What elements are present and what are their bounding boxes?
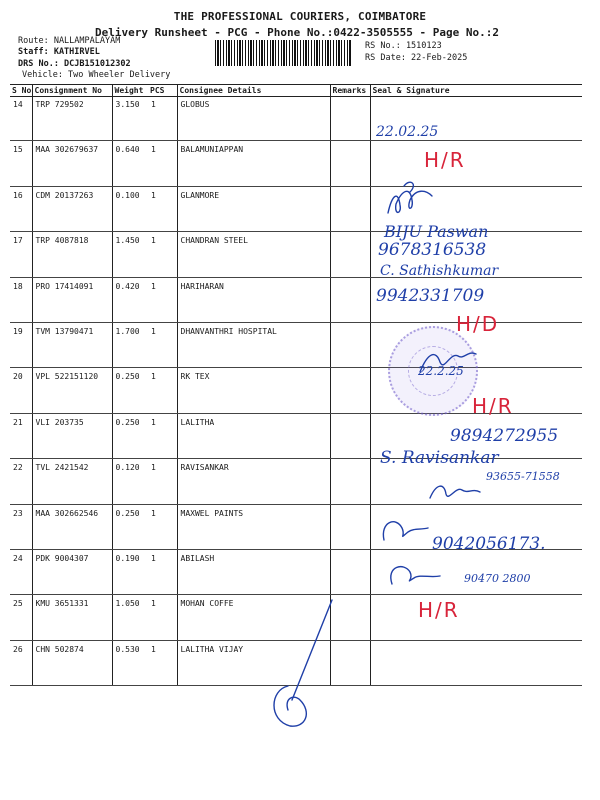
signature-scribble-row16 <box>388 191 432 213</box>
staff-label: Staff: KATHIRVEL <box>18 47 100 57</box>
consignee-name: RAVISANKAR <box>177 459 330 504</box>
weight: 0.250 <box>112 368 148 413</box>
column-header: Consignment No <box>32 85 112 97</box>
consignment-number: PDK 9004307 <box>32 549 112 594</box>
consignment-number: VPL 522151120 <box>32 368 112 413</box>
rs-number: RS No.: 1510123 <box>365 41 442 51</box>
consignee-name: LALITHA <box>177 413 330 458</box>
weight: 3.150 <box>112 97 148 141</box>
consignment-number: TVL 2421542 <box>32 459 112 504</box>
pieces: 1 <box>148 322 177 367</box>
column-header: Seal & Signature <box>370 85 582 97</box>
column-header: Weight <box>112 85 148 97</box>
pieces: 1 <box>148 277 177 322</box>
pieces: 1 <box>148 549 177 594</box>
consignment-number: MAA 302679637 <box>32 141 112 186</box>
pieces: 1 <box>148 232 177 277</box>
weight: 0.530 <box>112 640 148 685</box>
handwritten-hr-row15: H/R <box>424 148 466 172</box>
consignee-name: CHANDRAN STEEL <box>177 232 330 277</box>
consignment-number: MAA 302662546 <box>32 504 112 549</box>
signature-scribble-row16-loop <box>404 182 413 192</box>
consignment-number: PRO 17414091 <box>32 277 112 322</box>
weight: 0.250 <box>112 504 148 549</box>
consignment-number: CDM 20137263 <box>32 186 112 231</box>
weight: 0.640 <box>112 141 148 186</box>
pieces: 1 <box>148 368 177 413</box>
signature-scribble-row24 <box>383 522 428 540</box>
consignee-name: GLANMORE <box>177 186 330 231</box>
weight: 0.120 <box>112 459 148 504</box>
serial-number: 19 <box>10 322 32 367</box>
weight: 0.190 <box>112 549 148 594</box>
serial-number: 20 <box>10 368 32 413</box>
signature-scribble-row23 <box>430 486 480 498</box>
handwritten-phone-row25: 90470 2800 <box>464 572 531 585</box>
pieces: 1 <box>148 413 177 458</box>
pieces: 1 <box>148 595 177 640</box>
consignee-name: LALITHA VIJAY <box>177 640 330 685</box>
consignment-number: VLI 203735 <box>32 413 112 458</box>
handwritten-phone-row22: 9894272955 <box>450 426 559 446</box>
weight: 0.100 <box>112 186 148 231</box>
column-header: Consignee Details <box>177 85 330 97</box>
pen-stroke <box>292 600 332 700</box>
weight: 1.450 <box>112 232 148 277</box>
initials-circle-mark <box>274 686 306 726</box>
pieces: 1 <box>148 186 177 231</box>
handwritten-hr-row26: H/R <box>418 598 460 622</box>
serial-number: 16 <box>10 186 32 231</box>
consignee-name: ABILASH <box>177 549 330 594</box>
column-header: Remarks <box>330 85 370 97</box>
consignment-number: TRP 4087818 <box>32 232 112 277</box>
consignee-name: BALAMUNIAPPAN <box>177 141 330 186</box>
consignment-number: TVM 13790471 <box>32 322 112 367</box>
serial-number: 25 <box>10 595 32 640</box>
route-label: Route: NALLAMPALAYAM <box>18 36 121 46</box>
handwritten-phone-row24: 9042056173. <box>432 534 546 554</box>
consignee-name: RK TEX <box>177 368 330 413</box>
column-header: S No <box>12 86 32 95</box>
runsheet-title: Delivery Runsheet - PCG - Phone No.:0422-3505555 - Page No.:2 <box>95 26 499 39</box>
serial-number: 14 <box>10 97 32 141</box>
rs-date: RS Date: 22-Feb-2025 <box>365 53 468 63</box>
weight: 1.700 <box>112 322 148 367</box>
handwritten-phone-row23: 93655-71558 <box>486 470 560 483</box>
vehicle-label: Vehicle: Two Wheeler Delivery <box>22 70 171 80</box>
consignment-number: TRP 729502 <box>32 97 112 141</box>
serial-number: 21 <box>10 413 32 458</box>
handwritten-name-row17: BIJU Paswan <box>384 222 489 241</box>
pieces: 1 <box>148 141 177 186</box>
consignment-number: KMU 3651331 <box>32 595 112 640</box>
signature-scribble-row25 <box>391 567 440 584</box>
handwritten-name-row18: C. Sathishkumar <box>380 263 499 279</box>
handwritten-hr-row21: H/R <box>472 394 514 418</box>
consignee-name: MAXWEL PAINTS <box>177 504 330 549</box>
serial-number: 15 <box>10 141 32 186</box>
serial-number: 26 <box>10 640 32 685</box>
serial-number: 23 <box>10 504 32 549</box>
weight: 0.420 <box>112 277 148 322</box>
company-title: THE PROFESSIONAL COURIERS, COIMBATORE <box>173 10 427 23</box>
consignment-number: CHN 502874 <box>32 640 112 685</box>
consignee-name: MOHAN COFFE <box>177 595 330 640</box>
handwritten-phone-row18: 9942331709 <box>376 286 485 306</box>
handwritten-phone-row17: 9678316538 <box>378 240 487 260</box>
pieces: 1 <box>148 504 177 549</box>
consignee-name: DHANVANTHRI HOSPITAL <box>177 322 330 367</box>
serial-number: 17 <box>10 232 32 277</box>
serial-number: 24 <box>10 549 32 594</box>
handwritten-date-row14: 22.02.25 <box>376 124 439 140</box>
consignee-name: HARIHARAN <box>177 277 330 322</box>
consignee-name: GLOBUS <box>177 97 330 141</box>
pieces: 1 <box>148 640 177 685</box>
drs-number: DRS No.: DCJB151012302 <box>18 59 131 69</box>
column-header: PCS <box>148 85 177 97</box>
pieces: 1 <box>148 459 177 504</box>
serial-number: 22 <box>10 459 32 504</box>
serial-number: 18 <box>10 277 32 322</box>
pieces: 1 <box>148 97 177 141</box>
weight: 0.250 <box>112 413 148 458</box>
handwritten-date-row20: 22.2.25 <box>418 364 464 378</box>
handwritten-name-row22: S. Ravisankar <box>380 448 499 468</box>
handwritten-hd-row19: H/D <box>456 312 500 336</box>
weight: 1.050 <box>112 595 148 640</box>
